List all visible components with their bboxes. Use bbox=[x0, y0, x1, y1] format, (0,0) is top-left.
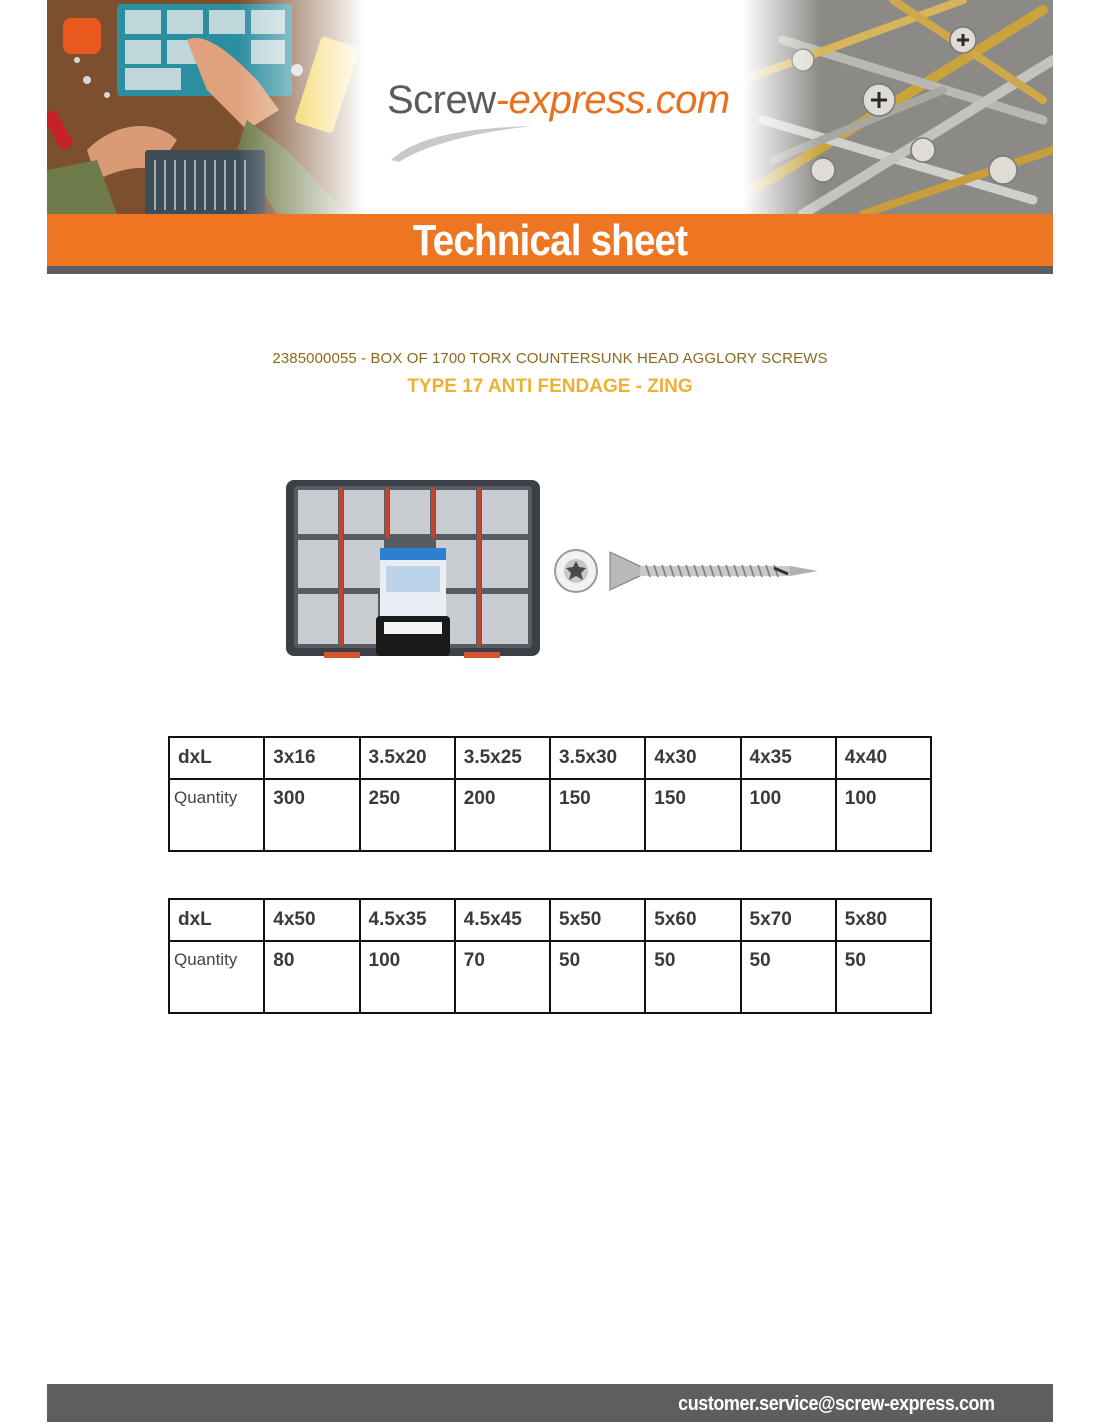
header-cell: dxL bbox=[169, 899, 264, 941]
table-row bbox=[169, 779, 931, 851]
quantity-cell: 100 bbox=[836, 779, 931, 851]
header-cell: 4x35 bbox=[741, 737, 836, 779]
quantity-cell: 100 bbox=[741, 779, 836, 851]
quantity-cell: 50 bbox=[550, 941, 645, 1013]
quantity-cell: 100 bbox=[360, 941, 455, 1013]
header-cell: 5x80 bbox=[836, 899, 931, 941]
table-header-row bbox=[169, 899, 931, 941]
header-banner bbox=[47, 0, 1053, 274]
quantity-label: Quantity bbox=[169, 779, 264, 851]
quantity-cell: 50 bbox=[836, 941, 931, 1013]
header-cell: 4.5x45 bbox=[455, 899, 550, 941]
header-cell: 5x60 bbox=[645, 899, 740, 941]
table-row bbox=[169, 941, 931, 1013]
screw-assortment-box-image bbox=[284, 476, 542, 660]
quantity-cell: 250 bbox=[360, 779, 455, 851]
quantity-cell: 150 bbox=[550, 779, 645, 851]
screws-pile-photo bbox=[743, 0, 1053, 214]
header-cell: 4x50 bbox=[264, 899, 359, 941]
dimensions-table-1 bbox=[168, 736, 932, 852]
quantity-cell: 50 bbox=[741, 941, 836, 1013]
quantity-cell: 150 bbox=[645, 779, 740, 851]
screw-express-logo bbox=[387, 78, 730, 168]
quantity-cell: 300 bbox=[264, 779, 359, 851]
dimensions-table-2 bbox=[168, 898, 932, 1014]
header-cell: 5x70 bbox=[741, 899, 836, 941]
banner-title: Technical sheet bbox=[412, 216, 688, 265]
header-cell: 3.5x20 bbox=[360, 737, 455, 779]
quantity-cell: 50 bbox=[645, 941, 740, 1013]
quantity-label: Quantity bbox=[169, 941, 264, 1013]
header-cell: dxL bbox=[169, 737, 264, 779]
logo-swoosh-icon bbox=[387, 124, 537, 164]
header-cell: 3.5x30 bbox=[550, 737, 645, 779]
header-cell: 4x30 bbox=[645, 737, 740, 779]
quantity-cell: 200 bbox=[455, 779, 550, 851]
product-type-line: TYPE 17 ANTI FENDAGE - ZING bbox=[407, 376, 693, 397]
header-cell: 3x16 bbox=[264, 737, 359, 779]
technical-sheet-banner bbox=[47, 214, 1053, 266]
footer-bar bbox=[47, 1384, 1053, 1422]
tools-workbench-photo bbox=[47, 0, 365, 214]
logo-accent-text: -express.com bbox=[495, 78, 730, 122]
banner-divider bbox=[47, 266, 1053, 274]
customer-service-email: customer.service@screw-express.com bbox=[678, 1393, 995, 1415]
product-reference-line: 2385000055 - BOX OF 1700 TORX COUNTERSUNK HEAD AGGLORY SCREWS bbox=[272, 350, 828, 367]
logo-main-text: Screw bbox=[387, 78, 496, 122]
torx-screw-image bbox=[552, 546, 822, 596]
header-cell: 3.5x25 bbox=[455, 737, 550, 779]
header-cell: 4.5x35 bbox=[360, 899, 455, 941]
header-cell: 4x40 bbox=[836, 737, 931, 779]
header-cell: 5x50 bbox=[550, 899, 645, 941]
product-title-block bbox=[0, 350, 1100, 398]
quantity-cell: 70 bbox=[455, 941, 550, 1013]
table-header-row bbox=[169, 737, 931, 779]
quantity-cell: 80 bbox=[264, 941, 359, 1013]
